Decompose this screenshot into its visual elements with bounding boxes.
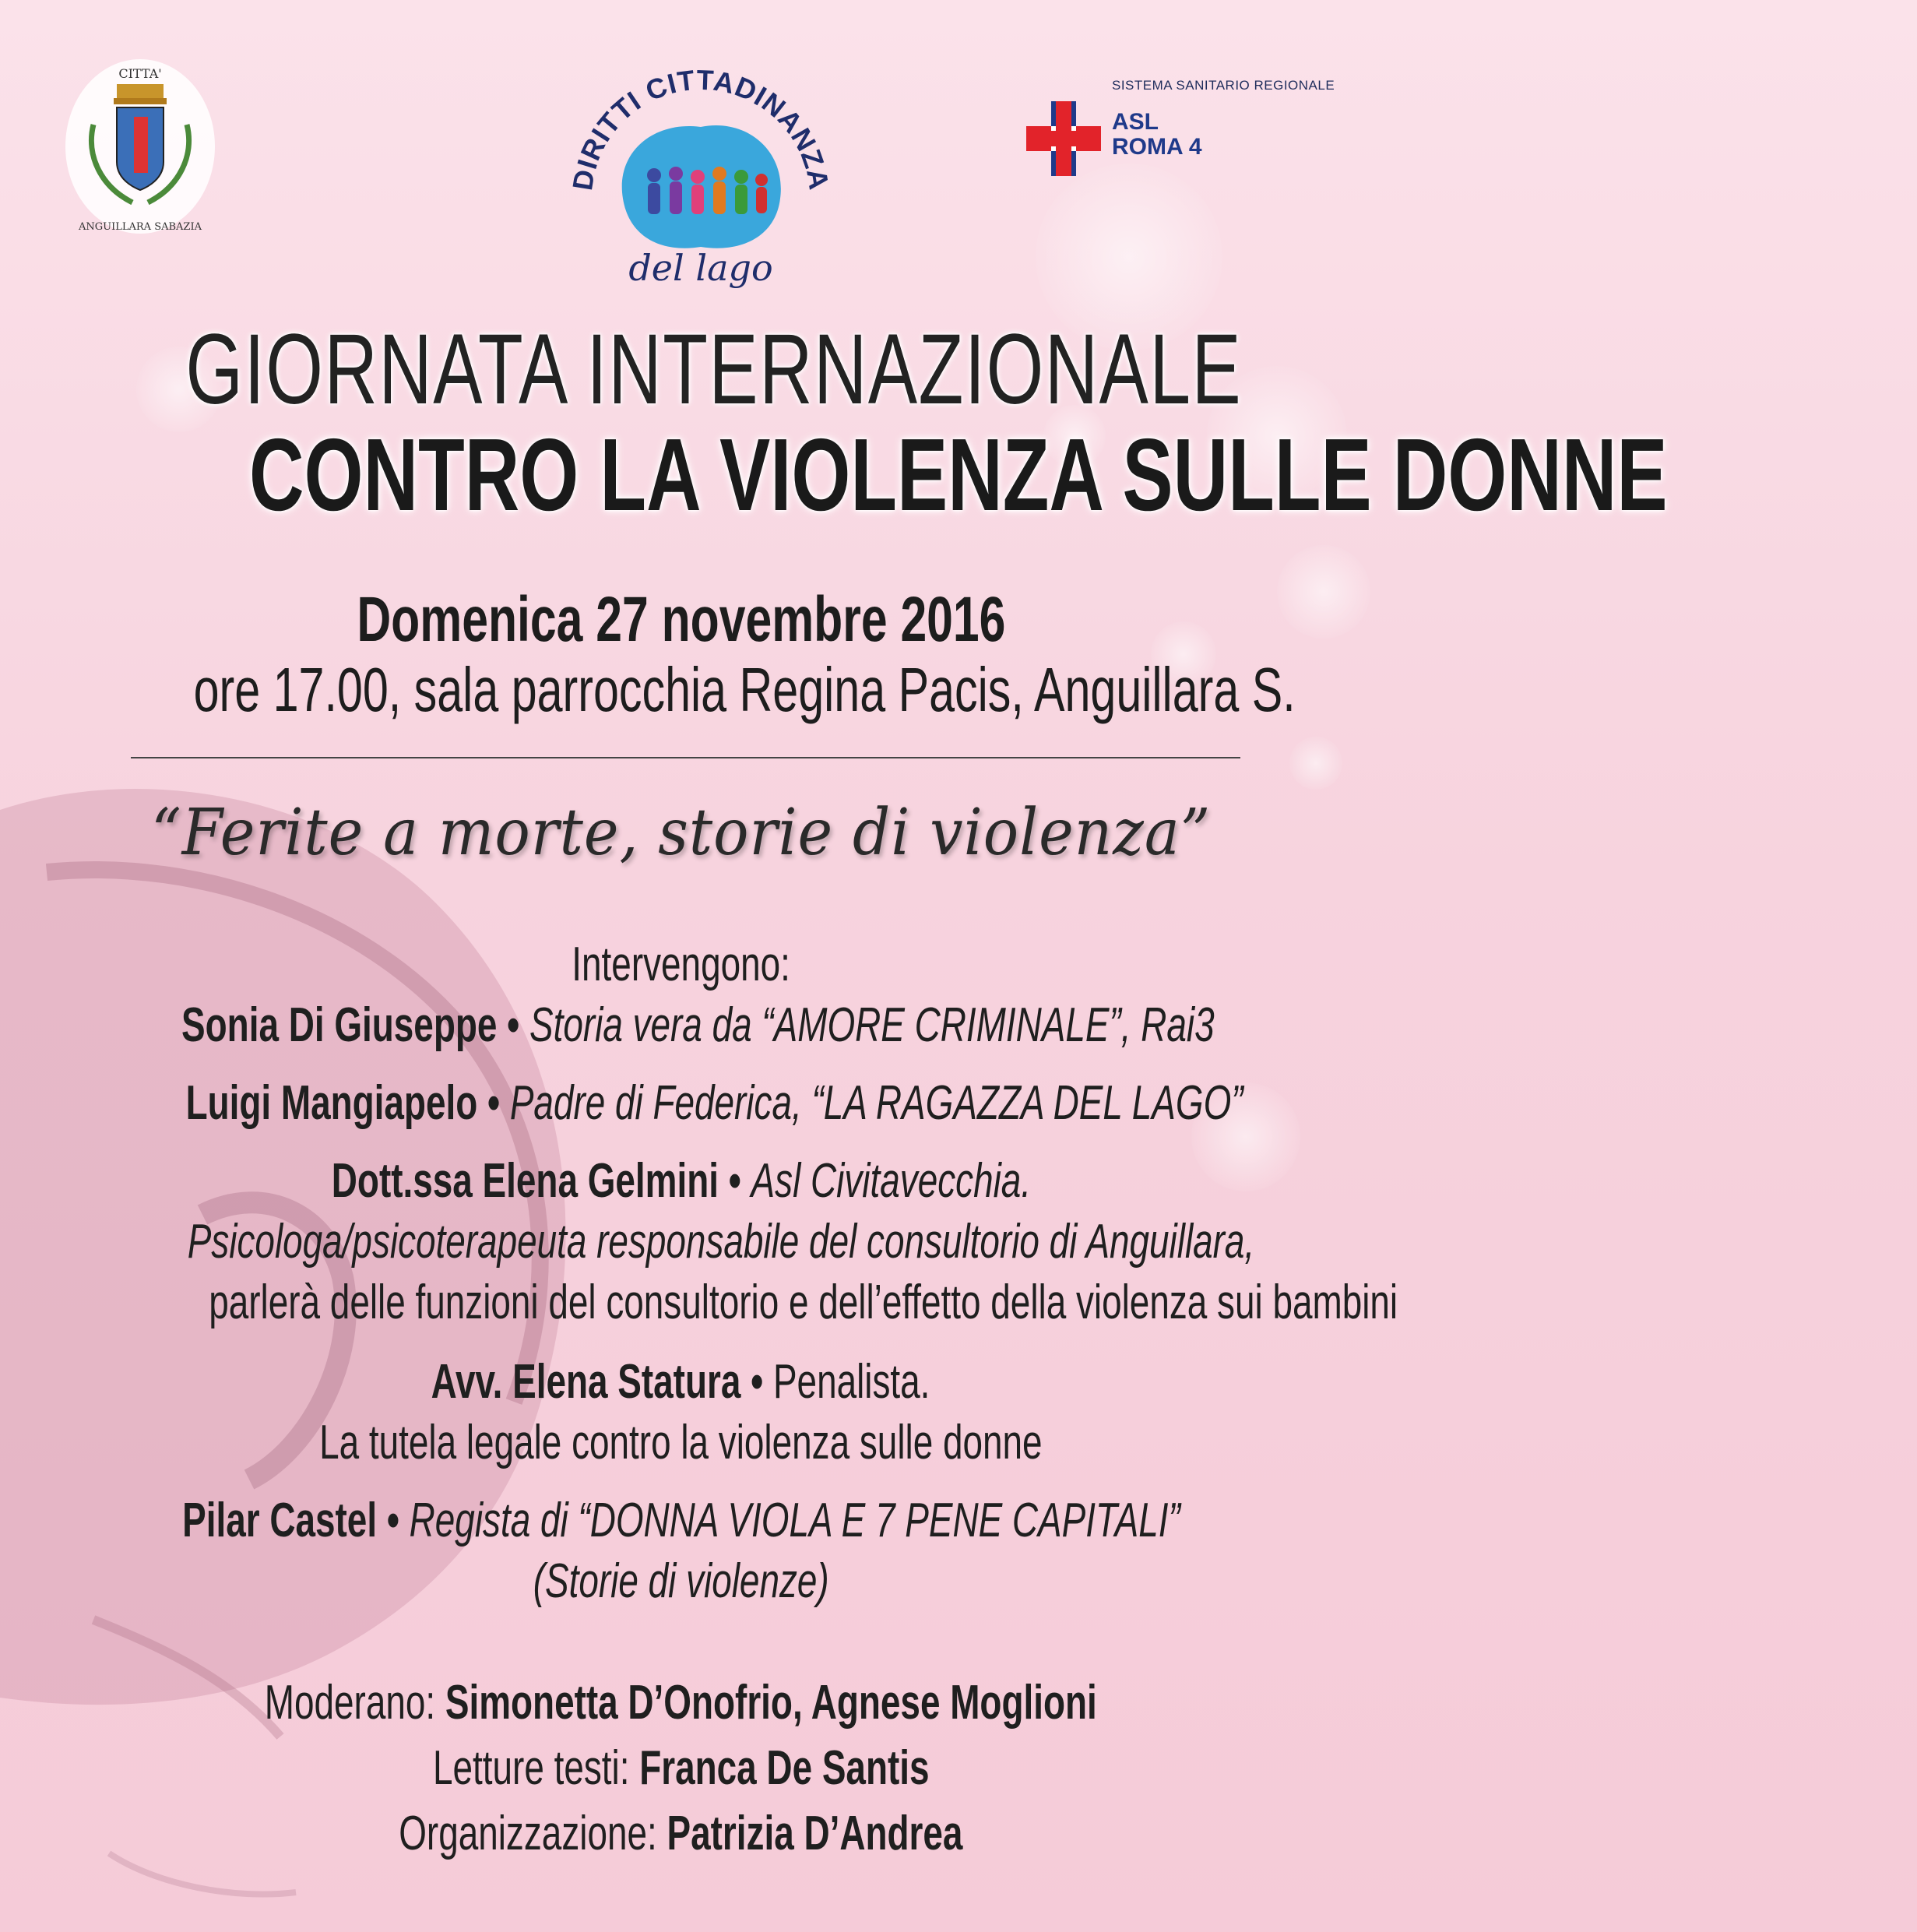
speaker-5-line2: (Storie di violenze)	[533, 1554, 829, 1608]
speaker-name: Dott.ssa Elena Gelmini	[331, 1154, 719, 1208]
speaker-name: Avv. Elena Statura	[431, 1355, 741, 1409]
association-arc-text: DIRITTI CITTADINANZA	[566, 63, 835, 193]
city-top-text: CITTA'	[118, 66, 162, 81]
speaker-desc: Asl Civitavecchia.	[751, 1154, 1031, 1208]
divider	[131, 757, 1240, 758]
speaker-name: Pilar Castel	[181, 1494, 377, 1547]
speaker-desc: Penalista.	[773, 1355, 930, 1409]
asl-system-text: SISTEMA SANITARIO REGIONALE	[1112, 78, 1335, 93]
credit-organization: Organizzazione: Patrizia D’Andrea	[399, 1807, 963, 1860]
speaker-3: Dott.ssa Elena Gelmini • Asl Civitavecchia.	[331, 1154, 1031, 1208]
speaker-desc: Regista di “DONNA VIOLA E 7 PENE CAPITALI”	[409, 1494, 1180, 1547]
speaker-4-line2: La tutela legale contro la violenza sulle donne	[319, 1416, 1043, 1469]
association-script-text: del lago	[628, 247, 773, 289]
city-crest-logo	[62, 55, 218, 241]
speakers-heading: Intervengono:	[572, 938, 790, 991]
city-bottom-text: ANGUILLARA SABAZIA	[79, 221, 202, 233]
credit-readings: Letture testi: Franca De Santis	[432, 1741, 930, 1795]
speaker-desc: Padre di Federica, “LA RAGAZZA DEL LAGO”	[509, 1076, 1243, 1130]
event-quote: “Ferite a morte, storie di violenza”	[150, 796, 1212, 870]
speaker-1: Sonia Di Giuseppe • Storia vera da “AMORE CRIMINALE”, Rai3	[181, 998, 1215, 1052]
speaker-2: Luigi Mangiapelo • Padre di Federica, “LA RAGAZZA DEL LAGO”	[185, 1076, 1243, 1130]
event-date: Domenica 27 novembre 2016	[356, 584, 1006, 655]
speaker-name: Sonia Di Giuseppe	[181, 998, 498, 1052]
title-line1: GIORNATA INTERNAZIONALE	[185, 314, 1243, 425]
event-place: ore 17.00, sala parrocchia Regina Pacis, Anguillara S.	[193, 655, 1296, 724]
speaker-3-line2: Psicologa/psicoterapeuta responsabile del consultorio di Anguillara,	[187, 1215, 1255, 1269]
asl-line1: ASL	[1112, 109, 1159, 135]
speaker-5: Pilar Castel • Regista di “DONNA VIOLA E 7 PENE CAPITALI”	[181, 1494, 1180, 1547]
speaker-name: Luigi Mangiapelo	[185, 1076, 478, 1130]
diritti-cittadinanza-logo	[561, 43, 841, 292]
title-line2: CONTRO LA VIOLENZA SULLE DONNE	[248, 417, 1668, 532]
speaker-4: Avv. Elena Statura • Penalista.	[431, 1355, 930, 1409]
speaker-desc: Storia vera da “AMORE CRIMINALE”, Rai3	[529, 998, 1215, 1052]
red-cross-icon	[1026, 101, 1101, 176]
asl-logo	[1020, 78, 1335, 171]
speaker-3-line3: parlerà delle funzioni del consultorio e dell’effetto della violenza sui bambini	[209, 1276, 1398, 1329]
asl-line2: ROMA 4	[1112, 134, 1202, 160]
credit-moderators: Moderano: Simonetta D’Onofrio, Agnese Moglioni	[264, 1676, 1097, 1730]
